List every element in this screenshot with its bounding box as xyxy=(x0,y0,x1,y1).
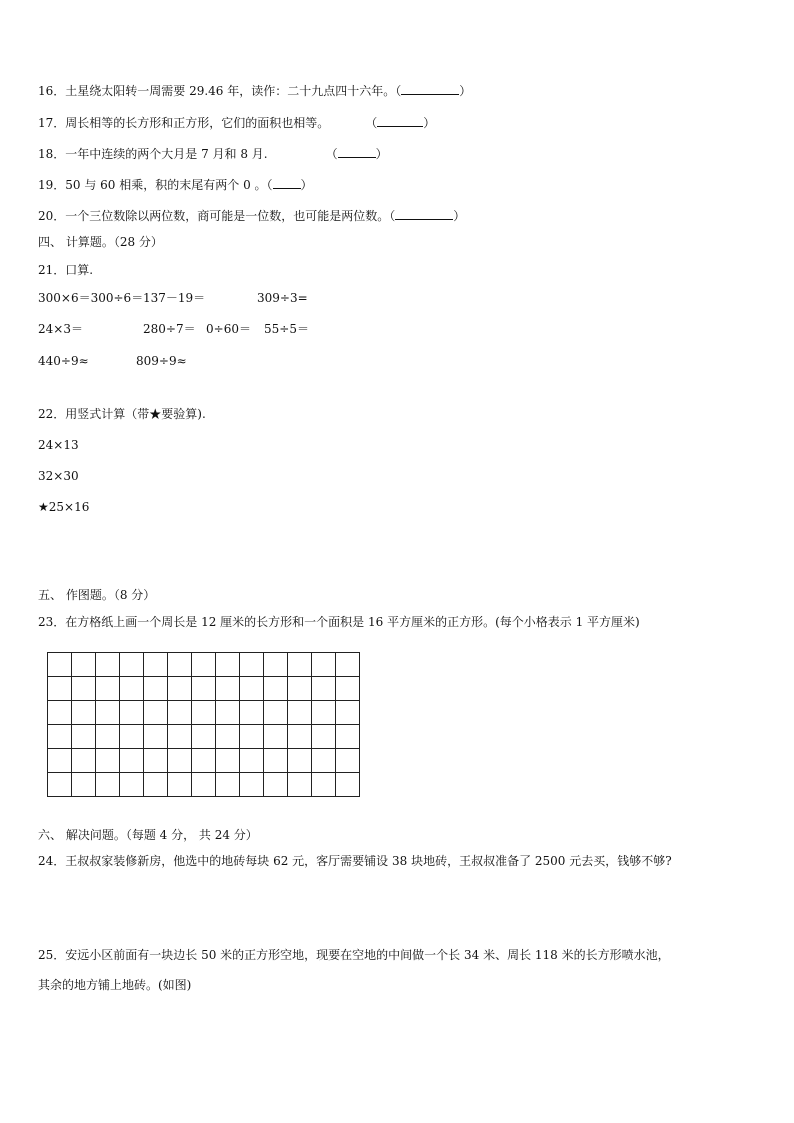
grid-cell[interactable] xyxy=(192,653,216,677)
question-17-text: 17．周长相等的长方形和正方形，它们的面积也相等。 xyxy=(38,116,330,130)
grid-cell[interactable] xyxy=(216,773,240,797)
question-20-text: 20．一个三位数除以两位数，商可能是一位数，也可能是两位数。（ xyxy=(38,209,396,223)
grid-cell[interactable] xyxy=(288,725,312,749)
grid-row xyxy=(48,677,360,701)
grid-cell[interactable] xyxy=(96,677,120,701)
grid-cell[interactable] xyxy=(120,725,144,749)
grid-cell[interactable] xyxy=(264,701,288,725)
grid-cell[interactable] xyxy=(264,749,288,773)
grid-cell[interactable] xyxy=(48,653,72,677)
section-6-title: 六、 解决问题。（每题 4 分， 共 24 分） xyxy=(38,828,258,842)
question-25-line-2: 其余的地方铺上地砖。(如图) xyxy=(38,978,192,992)
grid-cell[interactable] xyxy=(144,749,168,773)
grid-cell[interactable] xyxy=(336,677,360,701)
grid-row xyxy=(48,773,360,797)
grid-cell[interactable] xyxy=(192,749,216,773)
grid-cell[interactable] xyxy=(312,653,336,677)
grid-cell[interactable] xyxy=(96,725,120,749)
grid-cell[interactable] xyxy=(144,701,168,725)
grid-cell[interactable] xyxy=(336,725,360,749)
grid-cell[interactable] xyxy=(288,701,312,725)
grid-cell[interactable] xyxy=(192,773,216,797)
grid-cell[interactable] xyxy=(120,701,144,725)
question-22-title: 22．用竖式计算（带★要验算). xyxy=(38,407,206,421)
question-21-title: 21．口算. xyxy=(38,263,94,277)
grid-cell[interactable] xyxy=(240,701,264,725)
grid-cell[interactable] xyxy=(216,653,240,677)
grid-cell[interactable] xyxy=(120,677,144,701)
grid-cell[interactable] xyxy=(96,701,120,725)
grid-row xyxy=(48,653,360,677)
section-4-title: 四、 计算题。（28 分） xyxy=(38,235,163,249)
grid-cell[interactable] xyxy=(312,773,336,797)
vertical-calc-item: 32×30 xyxy=(38,469,79,483)
calc-item: 280÷7＝ xyxy=(143,322,196,336)
grid-cell[interactable] xyxy=(144,653,168,677)
grid-cell[interactable] xyxy=(312,725,336,749)
grid-cell[interactable] xyxy=(312,677,336,701)
question-23-text: 23．在方格纸上画一个周长是 12 厘米的长方形和一个面积是 16 平方厘米的正方形。(每个小格表示 1 平方厘米) xyxy=(38,615,640,629)
grid-cell[interactable] xyxy=(72,701,96,725)
grid-cell[interactable] xyxy=(312,749,336,773)
question-20 xyxy=(38,208,465,224)
grid-cell[interactable] xyxy=(48,701,72,725)
grid-cell[interactable] xyxy=(216,701,240,725)
grid-cell[interactable] xyxy=(168,773,192,797)
grid-cell[interactable] xyxy=(216,677,240,701)
grid-cell[interactable] xyxy=(72,653,96,677)
grid-cell[interactable] xyxy=(96,653,120,677)
grid-cell[interactable] xyxy=(240,677,264,701)
question-19 xyxy=(38,177,313,193)
grid-cell[interactable] xyxy=(168,725,192,749)
grid-cell[interactable] xyxy=(144,773,168,797)
grid-cell[interactable] xyxy=(72,677,96,701)
grid-cell[interactable] xyxy=(336,749,360,773)
grid-row xyxy=(48,749,360,773)
question-18 xyxy=(38,146,388,162)
grid-cell[interactable] xyxy=(288,773,312,797)
grid-cell[interactable] xyxy=(120,653,144,677)
grid-cell[interactable] xyxy=(240,653,264,677)
grid-cell[interactable] xyxy=(48,749,72,773)
grid-cell[interactable] xyxy=(48,725,72,749)
grid-cell[interactable] xyxy=(72,773,96,797)
grid-cell[interactable] xyxy=(288,749,312,773)
answer-blank-17[interactable] xyxy=(377,115,423,127)
section-5-title: 五、 作图题。（8 分） xyxy=(38,588,156,602)
answer-blank-19[interactable] xyxy=(273,177,301,189)
question-18-close: ） xyxy=(375,147,388,161)
grid-cell[interactable] xyxy=(264,725,288,749)
grid-cell[interactable] xyxy=(168,653,192,677)
grid-cell[interactable] xyxy=(240,725,264,749)
grid-cell[interactable] xyxy=(72,749,96,773)
question-19-text: 19．50 与 60 相乘，积的末尾有两个 0 。（ xyxy=(38,178,273,192)
grid-row xyxy=(48,725,360,749)
grid-cell[interactable] xyxy=(264,677,288,701)
grid-cell[interactable] xyxy=(264,773,288,797)
answer-blank-20[interactable] xyxy=(395,208,453,220)
answer-blank-18[interactable] xyxy=(338,146,376,158)
grid-cell[interactable] xyxy=(336,653,360,677)
calc-item: 55÷5＝ xyxy=(264,322,309,336)
grid-cell[interactable] xyxy=(240,773,264,797)
grid-cell[interactable] xyxy=(264,653,288,677)
grid-cell[interactable] xyxy=(216,725,240,749)
question-19-close: ） xyxy=(300,178,313,192)
question-16-close: ） xyxy=(459,84,472,98)
grid-cell[interactable] xyxy=(96,773,120,797)
calc-item: 24×3＝ xyxy=(38,322,83,336)
grid-cell[interactable] xyxy=(120,749,144,773)
grid-cell[interactable] xyxy=(216,749,240,773)
vertical-calc-item: 24×13 xyxy=(38,438,79,452)
grid-cell[interactable] xyxy=(168,749,192,773)
question-18-text: 18．一年中连续的两个大月是 7 月和 8 月. xyxy=(38,147,268,161)
grid-cell[interactable] xyxy=(168,677,192,701)
grid-cell[interactable] xyxy=(288,677,312,701)
question-24-text: 24．王叔叔家装修新房，他选中的地砖每块 62 元，客厅需要铺设 38 块地砖，王叔叔准备了 2500 元去买，钱够不够? xyxy=(38,854,672,868)
calc-item: 440÷9≈ xyxy=(38,354,89,368)
question-16 xyxy=(38,83,471,99)
grid-paper[interactable] xyxy=(47,652,360,797)
calc-item: 309÷3= xyxy=(257,291,308,305)
grid-cell[interactable] xyxy=(120,773,144,797)
grid-cell[interactable] xyxy=(144,677,168,701)
grid-cell[interactable] xyxy=(240,749,264,773)
grid-cell[interactable] xyxy=(192,701,216,725)
grid-cell[interactable] xyxy=(288,653,312,677)
question-17-open: （ xyxy=(365,116,378,130)
question-16-text: 16．土星绕太阳转一周需要 29.46 年，读作：二十九点四十六年。（ xyxy=(38,84,402,98)
vertical-calc-item: ★25×16 xyxy=(38,500,90,514)
calc-item: 809÷9≈ xyxy=(136,354,187,368)
question-17-close: ） xyxy=(423,116,436,130)
grid-cell[interactable] xyxy=(312,701,336,725)
grid-cell[interactable] xyxy=(144,725,168,749)
question-18-open: （ xyxy=(325,147,338,161)
grid-cell[interactable] xyxy=(168,701,192,725)
grid-cell[interactable] xyxy=(192,725,216,749)
question-20-close: ） xyxy=(453,209,466,223)
grid-row xyxy=(48,701,360,725)
answer-blank-16[interactable] xyxy=(401,83,459,95)
grid-cell[interactable] xyxy=(72,725,96,749)
grid-cell[interactable] xyxy=(96,749,120,773)
grid-cell[interactable] xyxy=(336,701,360,725)
question-25-line-1: 25．安远小区前面有一块边长 50 米的正方形空地，现要在空地的中间做一个长 34 米、周长 118 米的长方形喷水池， xyxy=(38,948,670,962)
grid-cell[interactable] xyxy=(48,677,72,701)
grid-cell[interactable] xyxy=(336,773,360,797)
calc-item: 300×6＝300÷6＝ xyxy=(38,291,144,305)
question-17 xyxy=(38,115,435,131)
grid-cell[interactable] xyxy=(48,773,72,797)
grid-cell[interactable] xyxy=(192,677,216,701)
calc-item: 0÷60＝ xyxy=(206,322,251,336)
calc-item: 137－19＝ xyxy=(143,291,206,305)
